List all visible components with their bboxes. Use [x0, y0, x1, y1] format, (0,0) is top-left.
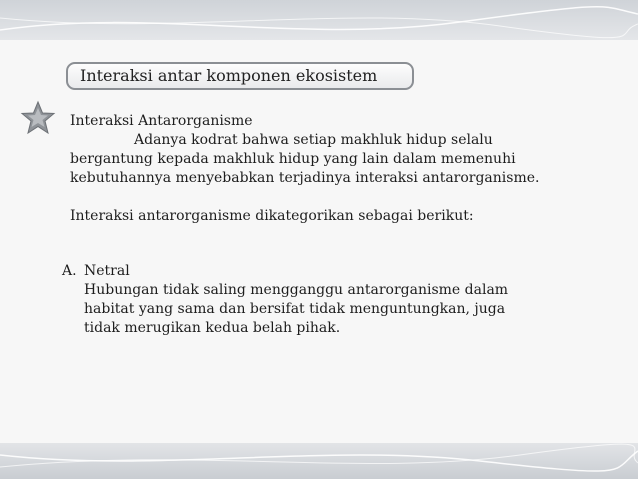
list-marker: A.: [62, 263, 77, 279]
categories-intro: Interaksi antarorganisme dikategorikan sebagai berikut:: [70, 208, 474, 224]
paragraph-line: Adanya kodrat bahwa setiap makhluk hidup selalu: [134, 132, 493, 148]
list-item-line: Hubungan tidak saling mengganggu antarorganisme dalam: [84, 282, 509, 298]
list-item-term: Netral: [84, 263, 130, 279]
slide-title: Interaksi antar komponen ekosistem: [66, 62, 414, 90]
bottom-wave-icon: [0, 443, 638, 479]
top-wave-icon: [0, 0, 638, 40]
slide-content: [70, 112, 610, 226]
section-heading: Interaksi Antarorganisme: [70, 113, 253, 129]
list-item-line: tidak merugikan kedua belah pihak.: [84, 320, 341, 336]
paragraph-line: bergantung kepada makhluk hidup yang lain dalam memenuhi: [70, 151, 516, 167]
spacer: [70, 188, 610, 207]
list-item-line: habitat yang sama dan bersifat tidak menguntungkan, juga: [84, 301, 506, 317]
list-item: [62, 262, 582, 338]
list-item-body: [84, 262, 508, 338]
top-decorative-band: [0, 0, 638, 40]
paragraph-line: kebutuhannya menyebabkan terjadinya interaksi antarorganisme.: [70, 170, 540, 186]
category-list: [62, 262, 582, 338]
bottom-decorative-band: [0, 443, 638, 479]
star-icon: [20, 100, 56, 136]
